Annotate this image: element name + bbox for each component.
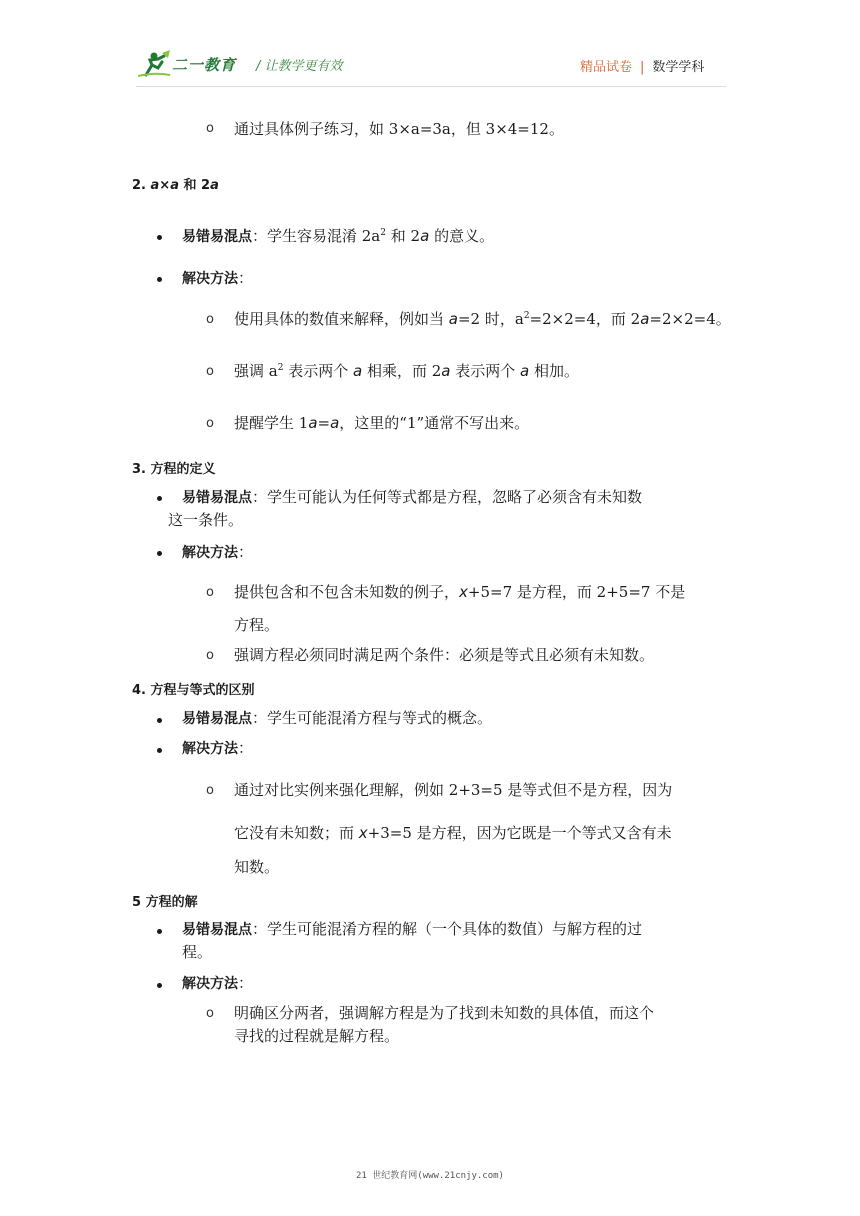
s4-solution-label: 解决方法： <box>182 739 254 757</box>
s2-confusion: 易错易混点：学生容易混淆 $2a^2$ 和 2a 的意义。 <box>182 227 495 245</box>
circle-bullet-icon: o <box>206 121 214 136</box>
bullet-icon <box>157 551 162 556</box>
s5-item-1-line-2: 寻找的过程就是解方程。 <box>234 1027 400 1045</box>
page-footer: 21 世纪教育网(www.21cnjy.com) <box>356 1171 504 1181</box>
section-4-title: 4. 方程与等式的区别 <box>132 683 255 698</box>
circle-bullet-icon: o <box>206 1006 214 1021</box>
header-subject: 数学学科 <box>652 60 705 75</box>
s3-item-2: 强调方程必须同时满足两个条件：必须是等式且必须有未知数。 <box>234 646 655 664</box>
s2-solution-label: 解决方法： <box>182 269 254 287</box>
circle-bullet-icon: o <box>206 416 214 431</box>
section-5-title: 5 方程的解 <box>132 895 198 910</box>
section-2-title: 2. a×a 和 2a <box>132 178 219 193</box>
header-divider <box>136 86 726 87</box>
s5-solution-label: 解决方法： <box>182 974 254 992</box>
s2-item-3: 提醒学生 1a=a，这里的“1”通常不写出来。 <box>234 414 530 432</box>
header-slogan: / 让教学更有效 <box>256 59 343 74</box>
circle-bullet-icon: o <box>206 364 214 379</box>
bullet-icon <box>157 277 162 282</box>
bullet-icon <box>157 496 162 501</box>
bullet-icon <box>157 983 162 988</box>
s4-item-1-line-1: 通过对比实例来强化理解，例如 2+3=5 是等式但不是方程，因为 <box>234 781 673 799</box>
s3-solution-label: 解决方法： <box>182 543 254 561</box>
s2-item-2: 强调 $a^2$ 表示两个 a 相乘，而 2a 表示两个 a 相加。 <box>234 362 580 380</box>
s4-item-1-line-3: 知数。 <box>234 858 280 876</box>
circle-bullet-icon: o <box>206 585 214 600</box>
section-3-title: 3. 方程的定义 <box>132 462 216 477</box>
logo-text: 二一教育 <box>172 56 237 74</box>
s2-item-1: 使用具体的数值来解释，例如当 a=2 时，$a^2=2\times 2=4$，而 2a=2×2=4。 <box>234 310 731 328</box>
header-tag: 精品试卷 <box>580 60 633 75</box>
circle-bullet-icon: o <box>206 648 214 663</box>
s3-item-1-line-2: 方程。 <box>234 616 280 634</box>
bullet-icon <box>157 718 162 723</box>
intro-example: 通过具体例子练习，如 3×a=3a，但 3×4=12。 <box>234 120 564 138</box>
header-meta <box>580 56 704 75</box>
s3-confusion-line-2: 这一条件。 <box>168 511 244 529</box>
s5-confusion-line-1: 易错易混点：学生可能混淆方程的解（一个具体的数值）与解方程的过 <box>182 920 643 938</box>
header-separator: | <box>640 60 645 75</box>
circle-bullet-icon: o <box>206 312 214 327</box>
s4-item-1-line-2: 它没有未知数；而 x+3=5 是方程，因为它既是一个等式又含有未 <box>234 824 672 842</box>
circle-bullet-icon: o <box>206 783 214 798</box>
s5-item-1-line-1: 明确区分两者，强调解方程是为了找到未知数的具体值，而这个 <box>234 1004 655 1022</box>
s3-confusion-line-1: 易错易混点：学生可能认为任何等式都是方程，忽略了必须含有未知数 <box>182 488 643 506</box>
bullet-icon <box>157 748 162 753</box>
s5-confusion-line-2: 程。 <box>182 943 213 961</box>
s4-confusion: 易错易混点：学生可能混淆方程与等式的概念。 <box>182 709 493 727</box>
bullet-icon <box>157 929 162 934</box>
bullet-icon <box>157 235 162 240</box>
s3-item-1-line-1: 提供包含和不包含未知数的例子，x+5=7 是方程，而 2+5=7 不是 <box>234 583 686 601</box>
page-header <box>0 0 860 100</box>
